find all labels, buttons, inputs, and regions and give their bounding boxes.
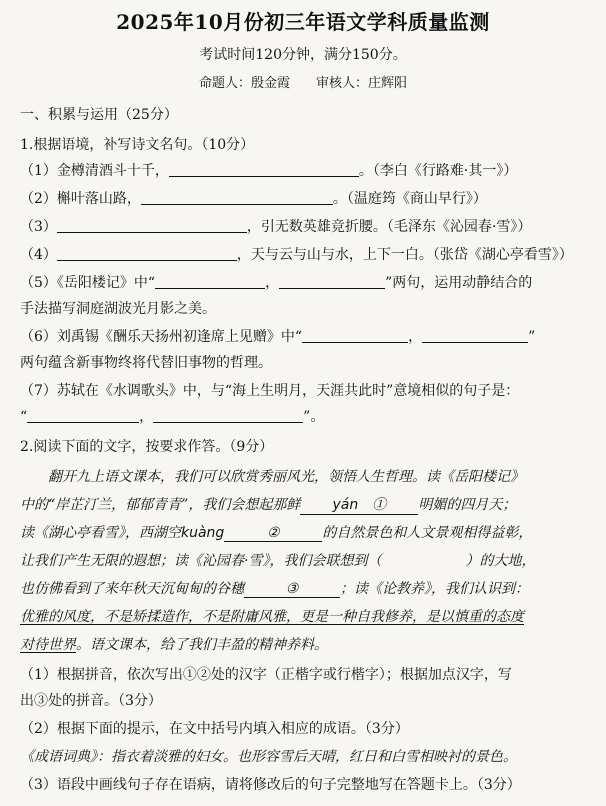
passage-line-3 <box>20 522 592 542</box>
q1-item-2-post: 。（温庭筠《商山早行》） <box>332 191 487 207</box>
q1-item-5-cont: 手法描写洞庭湖波光月影之美。 <box>20 301 216 317</box>
pinyin-yan: yán <box>332 497 359 513</box>
q1-item-7-cont <box>20 406 592 426</box>
passage-text: 也仿佛看到了来年秋天沉甸甸的谷穗 <box>20 581 244 597</box>
question-2-stem: 2.阅读下面的文字，按要求作答。（9分） <box>20 439 274 455</box>
passage-text: 明媚的四月天； <box>418 497 517 513</box>
answer-blank[interactable] <box>422 326 528 343</box>
q1-item-2 <box>20 188 592 208</box>
q1-item-3-post: ，引无数英雄竞折腰。（毛泽东《沁园春·雪》） <box>246 219 532 235</box>
section-heading: 一、积累与运用（25分） <box>20 107 178 123</box>
q1-item-5-mid: ， <box>265 275 280 291</box>
subquestion-1-cont: 出③处的拼音。（3分） <box>20 693 162 709</box>
passage-text: ）的大地， <box>465 553 536 569</box>
q1-item-5 <box>20 272 592 292</box>
pinyin-blank-2[interactable] <box>224 525 322 542</box>
passage-line-5 <box>20 578 592 598</box>
blank-marker-1: ① <box>372 497 387 513</box>
subquestion-1: （1）根据拼音，依次写出①②处的汉字（正楷字或行楷字）；根据加点汉字，写 <box>20 667 512 683</box>
blank-marker-2: ② <box>267 525 280 541</box>
subquestion-2: （2）根据下面的提示，在文中括号内填入相应的成语。（3分） <box>20 721 409 737</box>
answer-blank[interactable] <box>169 160 359 177</box>
q1-item-7: （7）苏轼在《水调歌头》中，与“海上生明月，天涯共此时”意境相似的句子是： <box>20 383 520 399</box>
pinyin-kuang: kuàng <box>181 525 225 541</box>
underlined-sentence-end: 对待世界 <box>20 637 76 653</box>
passage-text: 中的“岸芷汀兰，郁郁青青”，我们会想起那鲜 <box>20 497 301 513</box>
passage-text: ；读《论教养》，我们认识到： <box>340 581 529 597</box>
q1-item-4-post: ，天与云与山与水，上下一白。（张岱《湖心亭看雪》） <box>236 247 573 263</box>
page-title: 2025年10月份初三年语文学科质量监测 <box>116 10 490 34</box>
q1-item-7-open-quote: “ <box>20 409 28 425</box>
passage-text: 读《湖心亭看雪》，西湖空 <box>20 525 181 541</box>
pinyin-blank-3[interactable] <box>244 581 340 598</box>
idiom-dictionary-hint: 《成语词典》：指衣着淡雅的妇女。也形容雪后天晴，红日和白雪相映衬的景色。 <box>20 749 517 765</box>
answer-blank[interactable] <box>57 244 237 261</box>
q1-item-6 <box>20 326 592 346</box>
q1-item-1 <box>20 160 592 180</box>
passage-line-2 <box>20 494 592 515</box>
q1-item-5-post: ”两句，运用动静结合的 <box>385 275 533 291</box>
answer-blank[interactable] <box>155 272 265 289</box>
author-line: 命题人：殷金霞 审核人：庄辉阳 <box>198 76 407 91</box>
exam-info: 考试时间120分钟，满分150分。 <box>199 47 407 63</box>
q1-item-1-post: 。（李白《行路难·其一》） <box>358 163 518 179</box>
passage-line-7 <box>20 634 592 654</box>
passage-text: 。语文课本，给了我们丰盈的精神养料。 <box>76 637 328 653</box>
passage-text: 让我们产生无限的遐想；读《沁园春·雪》，我们会联想到（ <box>20 553 382 569</box>
answer-blank[interactable] <box>57 216 247 233</box>
blank-marker-3: ③ <box>285 581 299 597</box>
q1-item-5-pre: （5）《岳阳楼记》中“ <box>20 275 156 291</box>
subquestion-3: （3）语段中画线句子存在语病，请将修改后的句子完整地写在答题卡上。（3分） <box>20 777 521 793</box>
q1-item-6-post: ” <box>528 329 536 345</box>
q1-item-6-pre: （6）刘禹锡《酬乐天扬州初逢席上见赠》中“ <box>20 329 303 345</box>
q1-item-3-pre: （3） <box>20 219 57 235</box>
q1-item-7-mid: ， <box>139 409 154 425</box>
passage-text: 的自然景色和人文景观相得益彰， <box>322 525 533 541</box>
pinyin-blank-1[interactable] <box>300 494 418 515</box>
passage-line-4 <box>20 550 592 570</box>
q1-item-3 <box>20 216 592 236</box>
answer-blank[interactable] <box>153 406 303 423</box>
q1-item-1-pre: （1）金樽清酒斗十千， <box>20 163 169 179</box>
answer-blank[interactable] <box>279 272 385 289</box>
q1-item-4 <box>20 244 592 264</box>
answer-blank[interactable] <box>302 326 408 343</box>
q1-item-6-cont: 两句蕴含新事物终将代替旧事物的哲理。 <box>20 355 272 371</box>
question-1-stem: 1.根据语境，补写诗文名句。（10分） <box>20 137 255 153</box>
q1-item-4-pre: （4） <box>20 247 57 263</box>
q1-item-7-post: ”。 <box>303 409 325 425</box>
q1-item-2-pre: （2）槲叶落山路， <box>20 191 141 207</box>
passage-line-1: 翻开九上语文课本，我们可以欣赏秀丽风光，领悟人生哲理。读《岳阳楼记》 <box>48 469 524 485</box>
underlined-sentence: 优雅的风度，不是矫揉造作，不是附庸风雅，更是一种自我修养，是以慎重的态度 <box>20 609 524 625</box>
answer-blank[interactable] <box>141 188 333 205</box>
q1-item-6-mid: ， <box>408 329 423 345</box>
answer-blank[interactable] <box>27 406 139 423</box>
